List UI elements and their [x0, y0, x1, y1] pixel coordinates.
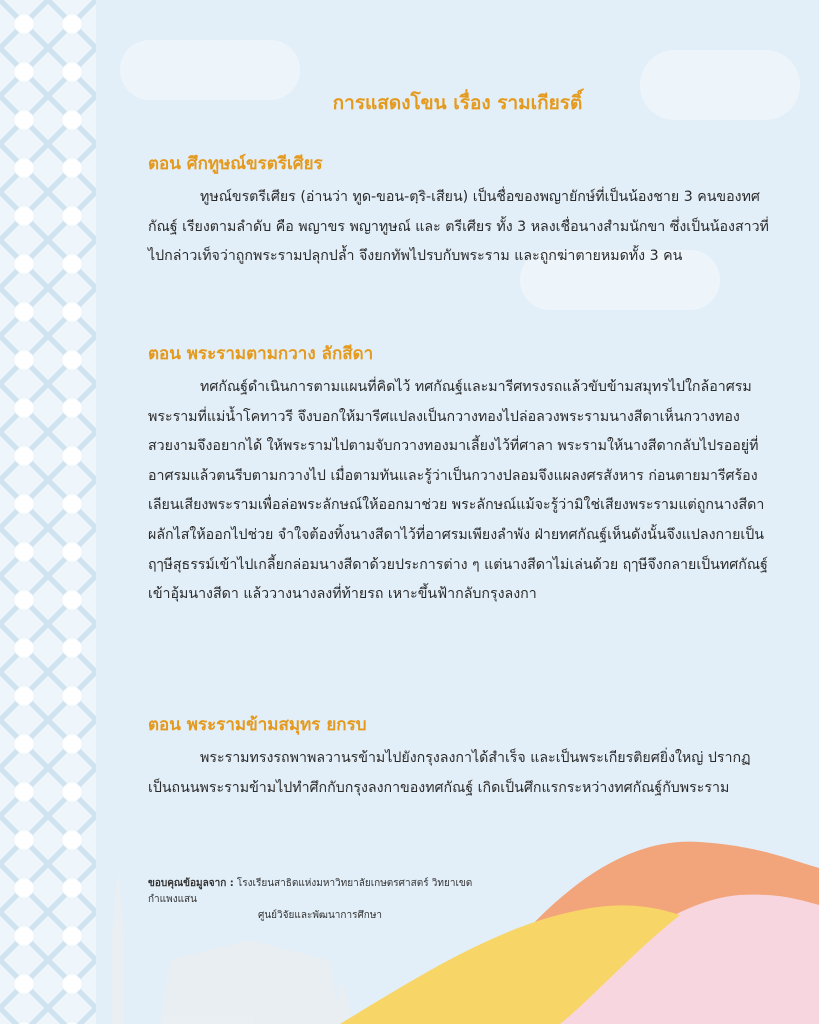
page-title: การแสดงโขน เรื่อง รามเกียรติ์	[332, 92, 583, 114]
section-body: ทศกัณฐ์ดำเนินการตามแผนที่คิดไว้ ทศกัณฐ์และมารีศทรงรถแล้วขับข้ามสมุทรไปใกล้อาศรมพระรามที่แม่น้ำโคทาวรี จึงบอกให้มารีศแปลงเป็นกวางทองไปล่อลวงพระรามนางสีดาเห็นกวางทองสวยงามจึงอยากได้ ให้พระรามไปตามจับกวางทองมาเลี้ยงไว้ที่ศาลา พระรามให้นางสีดากลับไปรออยู่ที่อาศรมแล้วตนรีบตามกวางไป เมื่อตามทันและรู้ว่าเป็นกวางปลอมจึงแผลงศรสังหาร ก่อนตายมารีศร้องเลียนเสียงพระรามเพื่อล่อพระลักษณ์ให้ออกมาช่วย พระลักษณ์แม้จะรู้ว่ามิใช่เสียงพระรามแต่ถูกนางสีดาผลักไสให้ออกไปช่วย จำใจต้องทิ้งนางสีดาไว้ที่อาศรมเพียงลำพัง ฝ่ายทศกัณฐ์เห็นดังนั้นจึงแปลงกายเป็นฤๅษีสุธรรม์เข้าไปเกลี้ยกล่อมนางสีดาด้วยประการต่าง ๆ แต่นางสีดาไม่เล่นด้วย ฤๅษีจึงกลายเป็นทศกัณฐ์เข้าอุ้มนางสีดา แล้ววางนางลงที่ท้ายรถ เหาะขึ้นฟ้ากลับกรุงลงกา	[148, 379, 768, 603]
credit-note	[148, 876, 478, 924]
credit-source-2: ศูนย์วิจัยและพัฒนาการศึกษา	[258, 910, 383, 921]
section-heading: ตอน ศึกทูษณ์ขรตรีเศียร	[148, 154, 323, 174]
credit-label: ขอบคุณข้อมูลจาก :	[148, 878, 234, 889]
credit-source: โรงเรียนสาธิตแห่งมหาวิทยาลัยเกษตรศาสตร์ วิทยาเขตกำแพงแสน	[148, 878, 473, 905]
section-body: ทูษณ์ขรตรีเศียร (อ่านว่า ทูด-ขอน-ตฺริ-เสียน) เป็นชื่อของพญายักษ์ที่เป็นน้องชาย 3 คนของทศกัณฐ์ เรียงตามลำดับ คือ พญาขร พญาทูษณ์ และ ตรีเศียร ทั้ง 3 หลงเชื่อนางสำมนักขา ซึ่งเป็นน้องสาวที่ไปกล่าวเท็จว่าถูกพระรามปลุกปล้ำ จึงยกทัพไปรบกับพระราม และถูกฆ่าตายหมดทั้ง 3 คน	[148, 189, 769, 265]
section-heading: ตอน พระรามข้ามสมุทร ยกรบ	[148, 715, 367, 735]
section-heading: ตอน พระรามตามกวาง ลักสีดา	[148, 344, 374, 364]
section-body: พระรามทรงรถพาพลวานรข้ามไปยังกรุงลงกาได้สำเร็จ และเป็นพระเกียรติยศยิ่งใหญ่ ปรากฏเป็นถนนพระรามข้ามไปทำศึกกับกรุงลงกาของทศกัณฐ์ เกิดเป็นศึกแรกระหว่างทศกัณฐ์กับพระราม	[148, 750, 751, 796]
